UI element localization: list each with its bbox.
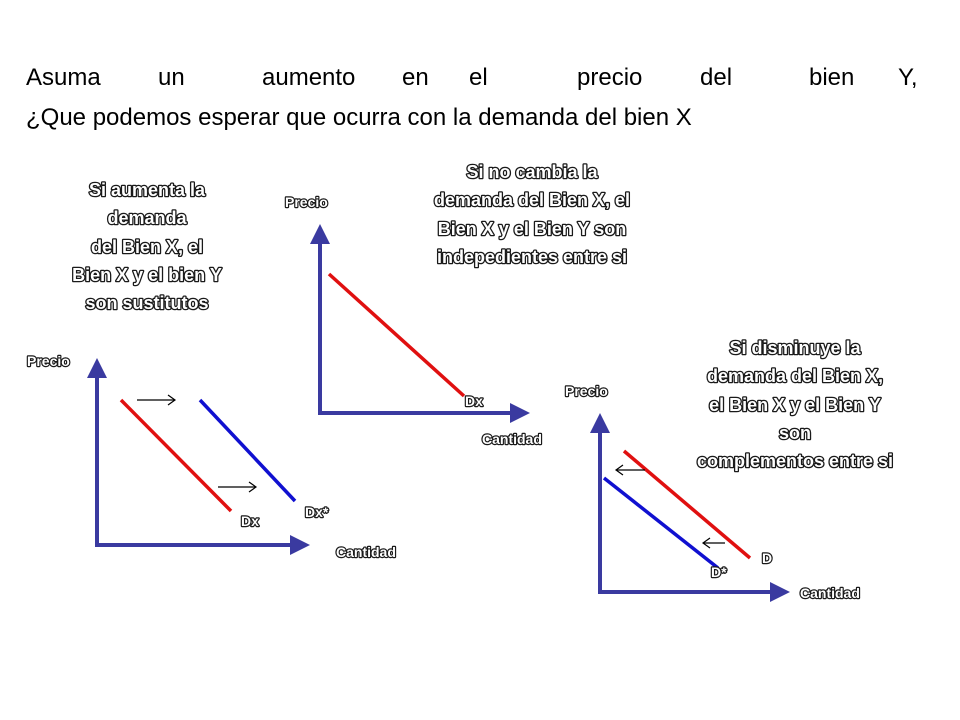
complementos-caption-line-4: son bbox=[778, 423, 812, 443]
independientes-caption-line-2: demanda del Bien X, el bbox=[433, 190, 631, 210]
question-word: Asuma bbox=[26, 64, 101, 91]
sustitutos-caption-line-3: del Bien X, el bbox=[90, 237, 204, 257]
sustitutos-x-axis-label: Cantidad bbox=[336, 544, 396, 560]
sustitutos-shifted-curve-label: Dx* bbox=[305, 504, 329, 520]
sustitutos-shifted-demand-curve bbox=[200, 400, 295, 501]
panel-independientes bbox=[285, 162, 630, 447]
question-word: en bbox=[402, 64, 429, 91]
sustitutos-caption-line-5: son sustitutos bbox=[85, 293, 209, 313]
independientes-y-axis-label: Precio bbox=[285, 194, 328, 210]
sustitutos-caption-line-1: Si aumenta la bbox=[88, 180, 206, 200]
panel-complementos bbox=[565, 338, 893, 601]
question-line-2-text: ¿Que podemos esperar que ocurra con la demanda del bien X bbox=[26, 104, 692, 131]
complementos-x-axis-label: Cantidad bbox=[800, 585, 860, 601]
question-word: el bbox=[469, 64, 488, 91]
independientes-caption-line-1: Si no cambia la bbox=[466, 162, 598, 182]
panel-sustitutos bbox=[27, 180, 396, 560]
complementos-y-axis-label: Precio bbox=[565, 383, 608, 399]
question-word: bien bbox=[809, 64, 855, 91]
question-word: Y, bbox=[898, 64, 918, 91]
complementos-caption-line-3: el Bien X y el Bien Y bbox=[709, 395, 881, 415]
sustitutos-caption-line-4: Bien X y el bien Y bbox=[72, 265, 222, 285]
sustitutos-caption-line-2: demanda bbox=[107, 208, 187, 228]
complementos-shifted-demand-curve bbox=[604, 478, 718, 568]
question-word: un bbox=[158, 64, 185, 91]
complementos-original-curve-label: D bbox=[762, 550, 773, 566]
independientes-caption-line-3: Bien X y el Bien Y son bbox=[437, 219, 627, 239]
question-word: precio bbox=[577, 64, 643, 91]
independientes-caption-line-4: indepedientes entre si bbox=[436, 247, 628, 267]
complementos-caption-line-5: complementos entre si bbox=[696, 451, 894, 471]
question-word: aumento bbox=[262, 64, 356, 91]
independientes-demand-curve bbox=[329, 274, 464, 396]
complementos-caption-line-1: Si disminuye la bbox=[729, 338, 861, 358]
complementos-caption-line-2: demanda del Bien X, bbox=[706, 366, 884, 386]
question-word: del bbox=[700, 64, 733, 91]
sustitutos-y-axis-label: Precio bbox=[27, 353, 70, 369]
independientes-x-axis-label: Cantidad bbox=[482, 431, 542, 447]
complementos-shifted-curve-label: D* bbox=[711, 564, 727, 580]
independientes-curve-label: Dx bbox=[465, 393, 483, 409]
sustitutos-original-curve-label: Dx bbox=[241, 513, 259, 529]
